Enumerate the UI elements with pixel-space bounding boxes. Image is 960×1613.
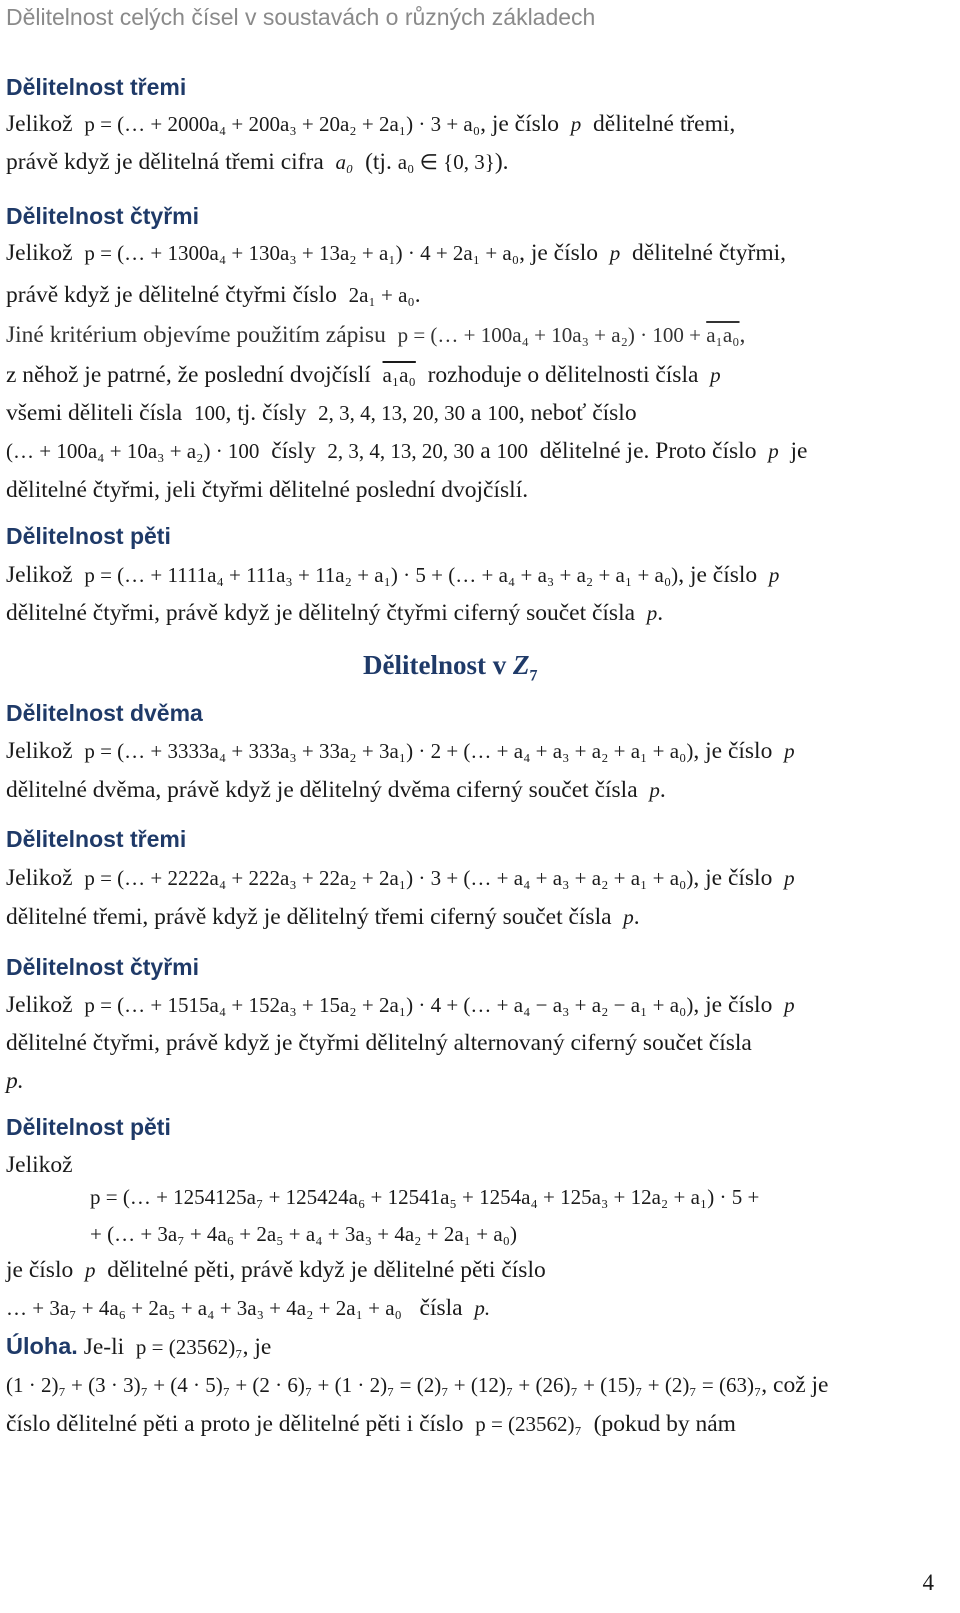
formula: p = (23562)₇ xyxy=(475,1412,582,1436)
formula: p = (… + 1111a₄ + 111a₃ + 11a₂ + a₁) · 5 + (… + a₄ + a₃ + a₂ + a₁ + a₀) xyxy=(84,563,679,587)
variable: p xyxy=(710,363,721,387)
text: dělitelné třemi, xyxy=(593,111,736,137)
text: . xyxy=(659,777,666,803)
page-number: 4 xyxy=(922,1570,934,1595)
task-line xyxy=(6,1412,946,1438)
variable: p xyxy=(609,241,621,265)
text: Jelikož xyxy=(6,738,73,764)
text: a xyxy=(480,438,491,464)
variable: p xyxy=(768,439,779,463)
variable: p xyxy=(649,778,660,802)
page-header xyxy=(0,0,960,36)
text: (pokud by nám xyxy=(593,1411,736,1437)
text: rozhoduje o dělitelnosti čísla xyxy=(427,362,699,388)
section-heading-divisibility-by-five: Dělitelnost pěti xyxy=(6,523,171,549)
text: ). xyxy=(494,149,509,175)
text-line xyxy=(6,778,946,804)
variable: p xyxy=(784,739,795,763)
text: všemi děliteli čísla xyxy=(6,400,183,426)
formula-line xyxy=(90,1185,950,1211)
text: dělitelné je. Proto číslo xyxy=(539,438,757,464)
formula-line xyxy=(90,1222,950,1248)
text: dělitelné dvěma, právě když je dělitelný dvěma ciferný součet čísla xyxy=(6,777,638,803)
formula: 100 xyxy=(496,439,529,463)
text-line xyxy=(6,401,946,427)
text: právě když je dělitelná třemi cifra xyxy=(6,149,324,175)
section-heading-divisibility-by-three-z7: Dělitelnost třemi xyxy=(6,826,187,852)
title-z: Z xyxy=(512,650,530,680)
text-line xyxy=(6,993,946,1019)
text: dělitelné čtyřmi, xyxy=(632,240,787,266)
formula: + (… + 3a₇ + 4a₆ + 2a₅ + a₄ + 3a₃ + 4a₂ + 2a₁ + a₀) xyxy=(90,1222,517,1246)
text: , je číslo xyxy=(693,865,773,891)
text: Jelikož xyxy=(6,111,73,137)
formula: p = (… + 2222a₄ + 222a₃ + 22a₂ + 2a₁) · 3 + (… + a₄ + a₃ + a₂ + a₁ + a₀) xyxy=(84,866,694,890)
text-line xyxy=(6,363,946,389)
text: , je číslo xyxy=(693,992,773,1018)
text-line xyxy=(6,1258,946,1284)
text: , tj. čísly xyxy=(225,400,307,426)
text: , je číslo xyxy=(480,111,560,137)
formula: … + 3a₇ + 4a₆ + 2a₅ + a₄ + 3a₃ + 4a₂ + 2a₁ + a₀ xyxy=(6,1296,402,1320)
task-label: Úloha. xyxy=(6,1333,78,1359)
title-text: Dělitelnost v xyxy=(363,650,513,680)
variable: p xyxy=(646,601,658,625)
text: Jelikož xyxy=(6,240,73,266)
formula: p = (… + 1254125a₇ + 125424a₆ + 12541a₅ + 1254a₄ + 125a₃ + 12a₂ + a₁) · 5 + xyxy=(90,1185,760,1209)
formula: p = (… + 1515a₄ + 152a₃ + 15a₂ + 2a₁) · 4 + (… + a₄ − a₃ + a₂ − a₁ + a₀) xyxy=(84,993,694,1017)
text-line xyxy=(6,112,946,138)
text: dělitelné třemi, právě když je dělitelný třemi ciferný součet čísla xyxy=(6,904,612,930)
text: z něhož je patrné, že poslední dvojčíslí xyxy=(6,362,371,388)
text-line xyxy=(6,905,946,931)
variable: p xyxy=(768,563,780,587)
variable: p. xyxy=(474,1296,491,1320)
variable: p xyxy=(784,993,795,1017)
formula: a₀ xyxy=(335,150,354,174)
formula: p = (… + 3333a₄ + 333a₃ + 33a₂ + 3a₁) · 2 + (… + a₄ + a₃ + a₂ + a₁ + a₀) xyxy=(84,739,694,763)
text: , je xyxy=(242,1334,272,1360)
text: dělitelné čtyřmi, právě když je dělitelný čtyřmi ciferný součet čísla xyxy=(6,600,636,626)
text-line xyxy=(6,739,946,765)
section-heading-divisibility-by-three: Dělitelnost třemi xyxy=(6,74,187,100)
text: čísla xyxy=(419,1295,463,1321)
task-line xyxy=(6,1334,946,1361)
text-line xyxy=(6,241,946,267)
text: právě když je dělitelné čtyřmi číslo xyxy=(6,282,337,308)
formula: 2, 3, 4, 13, 20, 30 xyxy=(318,401,466,425)
chapter-title-z7 xyxy=(363,650,537,685)
text: , neboť číslo xyxy=(518,400,637,426)
text-line: p. xyxy=(6,1068,24,1094)
text-line: dělitelné čtyřmi, jeli čtyřmi dělitelné poslední dvojčíslí. xyxy=(6,477,529,503)
text: je xyxy=(790,438,808,464)
text-line xyxy=(6,866,946,892)
formula: p = (… + 100a₄ + 10a₃ + a₂) · 100 + xyxy=(397,323,707,347)
formula: 100 xyxy=(193,401,226,425)
formula: p = (23562)₇ xyxy=(135,1335,243,1359)
text: dělitelné pěti, právě když je dělitelné pěti číslo xyxy=(107,1257,546,1283)
variable: p xyxy=(570,112,582,136)
text-line xyxy=(6,439,946,465)
text: Jiné kritérium objevíme použitím zápisu xyxy=(6,322,386,348)
formula: (… + 100a₄ + 10a₃ + a₂) · 100 xyxy=(6,439,260,463)
text: a xyxy=(471,400,482,426)
section-heading-divisibility-by-four: Dělitelnost čtyřmi xyxy=(6,203,199,229)
text: , je číslo xyxy=(693,738,773,764)
text: , je číslo xyxy=(519,240,599,266)
formula: 2a₁ + a₀ xyxy=(348,283,415,307)
text-line xyxy=(6,150,946,176)
section-heading-divisibility-by-five-z7: Dělitelnost pěti xyxy=(6,1114,171,1140)
text: Jelikož xyxy=(6,865,73,891)
text-line xyxy=(6,601,946,627)
text: . xyxy=(633,904,640,930)
text: , je číslo xyxy=(678,562,758,588)
text-line xyxy=(6,323,946,349)
formula: a₀ ∈ {0, 3} xyxy=(397,150,495,174)
formula: 100 xyxy=(487,401,519,425)
text: je číslo xyxy=(6,1257,74,1283)
variable: p xyxy=(623,905,634,929)
text-line xyxy=(6,283,946,309)
variable: p xyxy=(84,1258,96,1282)
formula: p = (… + 1300a₄ + 130a₃ + 13a₂ + a₁) · 4 + 2a₁ + a₀ xyxy=(84,241,520,265)
text-line: dělitelné čtyřmi, právě když je čtyřmi dělitelný alternovaný ciferný součet čísla xyxy=(6,1030,752,1056)
section-heading-divisibility-by-two: Dělitelnost dvěma xyxy=(6,700,203,726)
text: , xyxy=(739,322,746,348)
text: . xyxy=(414,282,421,308)
header-title: Dělitelnost celých čísel v soustavách o různých základech xyxy=(6,4,596,30)
formula-overline: a₁a₀ xyxy=(382,363,416,387)
text: čísly xyxy=(271,438,316,464)
text: Je-li xyxy=(83,1334,125,1360)
formula-overline: a₁a₀ xyxy=(706,323,740,347)
title-subscript: 7 xyxy=(529,667,538,685)
text: číslo dělitelné pěti a proto je dělitelné pěti i číslo xyxy=(6,1411,464,1437)
formula: 2, 3, 4, 13, 20, 30 xyxy=(327,439,475,463)
text: . xyxy=(657,600,664,626)
section-heading-divisibility-by-four-z7: Dělitelnost čtyřmi xyxy=(6,954,199,980)
text-line xyxy=(6,563,946,589)
text: , což je xyxy=(761,1372,829,1398)
task-line xyxy=(6,1373,946,1399)
formula: (1 · 2)₇ + (3 · 3)₇ + (4 · 5)₇ + (2 · 6)₇ + (1 · 2)₇ = (2)₇ + (12)₇ + (26)₇ + (15)₇ + (2)₇ = (63)₇ xyxy=(6,1373,762,1397)
text: Jelikož xyxy=(6,562,73,588)
variable: p xyxy=(784,866,795,890)
formula: p = (… + 2000a₄ + 200a₃ + 20a₂ + 2a₁) · 3 + a₀ xyxy=(84,112,481,136)
text: (tj. xyxy=(365,149,392,175)
text-line xyxy=(6,1296,946,1322)
text-line: Jelikož xyxy=(6,1152,73,1178)
text: Jelikož xyxy=(6,992,73,1018)
